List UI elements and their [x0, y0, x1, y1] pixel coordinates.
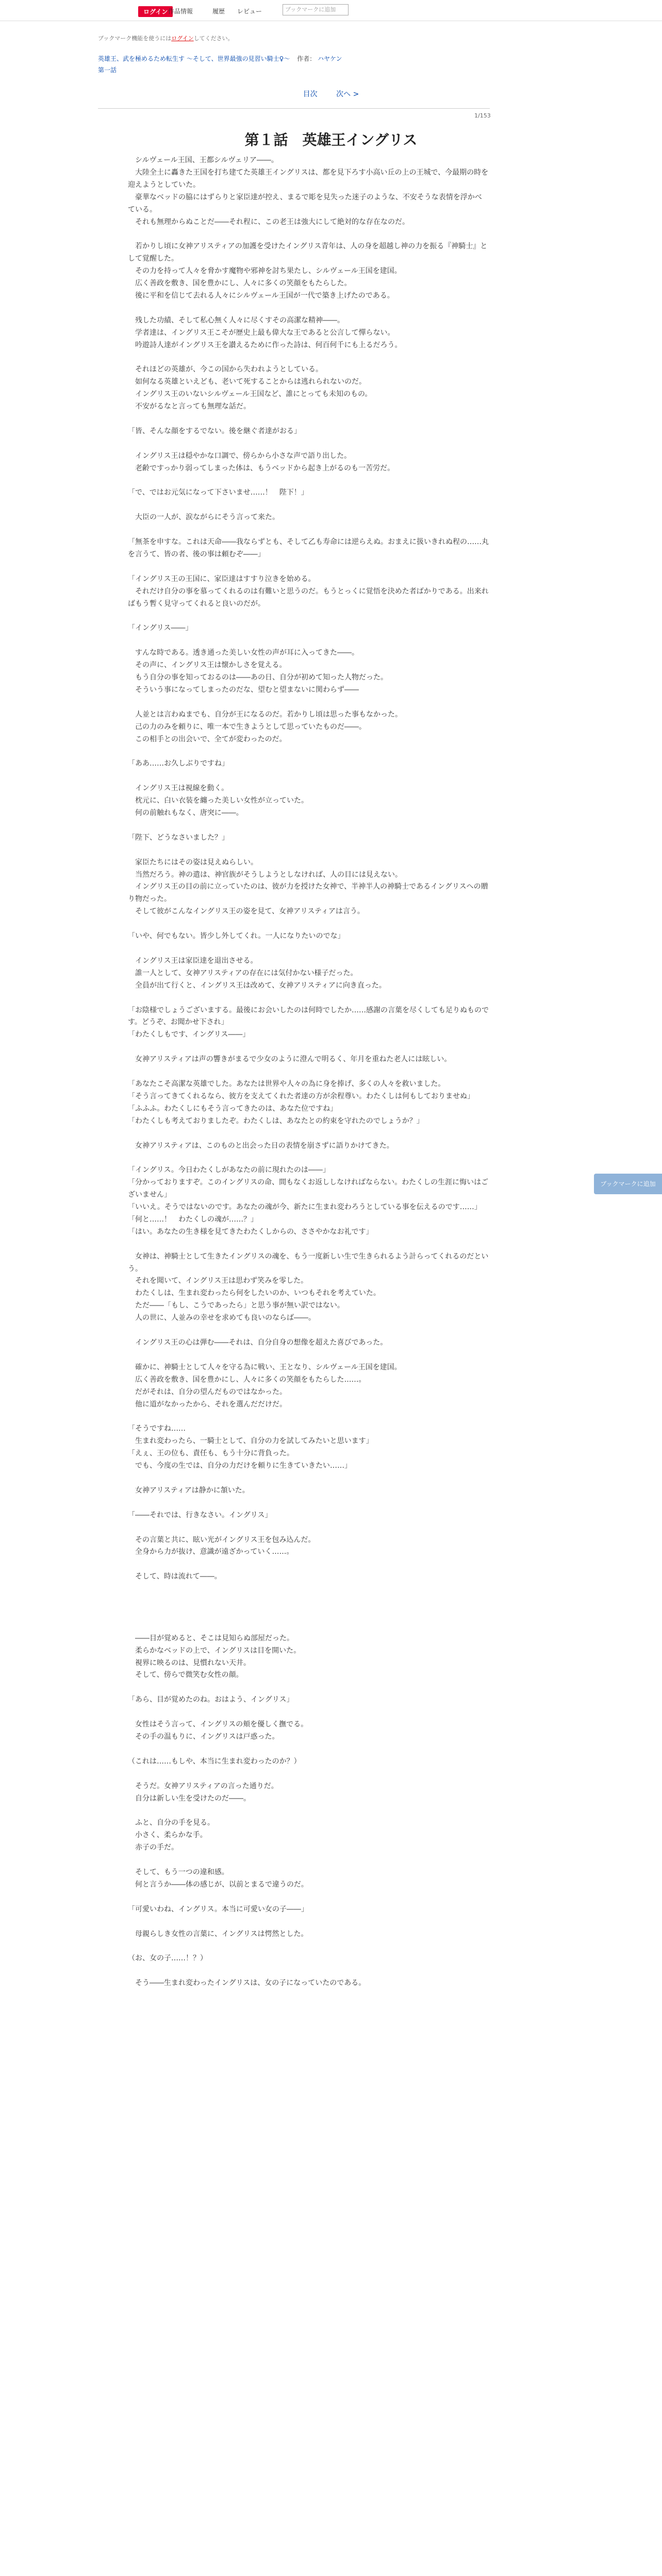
- nav-work-info[interactable]: 作品情報: [168, 8, 193, 15]
- episode-body: シルヴェール王国、王都シルヴェリア――。 大陸全土に轟きた王国を打ち建てた英雄王イングリスは、都を見下ろす小高い丘の上の王城で、今最期の時を迎えようとしていた。 豪華なベッドの脇にはずらりと家臣達が控え、まるで彫を見失った迷子のような、不安そうな表情を浮かべている。 それも無理からぬことだ――それ程に、この老王は強大にして絶対的な存在なのだ。 若かりし頃に女神アリスティアの加護を受けたイングリス青年は、人の身を超越し神の力を振る『神騎士』として覚醒した。 その力を持って人々を脅かす魔物や邪神を討ち果たし、シルヴェール王国を建国。 広く善政を敷き、国を豊かにし、人々に多くの笑顔をもたらした。 後に平和を信じて去れる人々にシルヴェール王国が一代で築き上げたのである。 残した功績、そして私心無く人々に尽くすその高潔な精神――。 学者達は、イングリス王こそが歴史上最も偉大な王であると公言して憚らない。 吟遊詩人達がイングリス王を讃えるために作った詩は、何百何千にも上るだろう。 それほどの英雄が、今この国から失われようとしている。 如何なる英雄といえども、老いて死することからは逃れられないのだ。 イングリス王のいないシルヴェール王国など、誰にとっても未知のもの。 不安がるなと言っても無理な話だ。 「皆、そんな顔をするでない。後を継ぐ者達がおる」 イングリス王は穏やかな口調で、傍らから小さな声で語り出した。 老齢ですっかり弱ってしまった体は、もうベッドから起き上がるのも一苦労だ。 「で、ではお元気になって下さいませ……！ 陛下！」 大臣の一人が、涙ながらにそう言って来た。 「無茶を申すな。これは天命――我ならずとも、そして乙も寿命には逆らえぬ。おまえに扱いきれぬ程の……丸を言うて、皆の者、後の事は頼むぞ――」 「イングリス王の王国に、家臣達はすすり泣きを始める。 それだけ自分の事を慕ってくれるのは有難いと思うのだ。もうとっくに覚悟を決めた者ばかりである。出来ればもう暫く見守ってくれると良いのだが。 「イングリス――」 すんな時である。透き通った美しい女性の声が耳に入ってきた――。 その声に、イングリス王は懐かしさを覚える。 もう自分の事を知っておるのは――あの日、自分が初めて知った人物だった。 そういう事になってしまったのだな、望むと望まないに関わらず―― 人並とは言わぬまでも、自分が王になるのだ。若かりし頃は思った事もなかった。 己の力のみを頼りに、唯一本で生きようとして思っていたものだ――。 この相手との出会いで、全てが変わったのだ。 「ああ……お久しぶりですね」 イングリス王は視線を動く。 枕元に、白い衣装を纏った美しい女性が立っていた。 何の前触れもなく、唐突に――。 「陛下、どうなさいました？」 家臣たちにはその姿は見えぬらしい。 当然だろう。神の遣は、神官族がそうしようとしなければ、人の目には見えない。 イングリス王の目の前に立っていたのは、彼が力を授けた女神で、半神半人の神騎士であるイングリスへの贈り物だった。 そして彼がこんなイングリス王の姿を見て、女神アリスティアは言う。 「いや、何でもない。皆少し外してくれ。一人になりたいのでな」 イングリス王は家臣達を退出させる。 誰一人として、女神アリスティアの存在には気付かない様子だった。 全員が出て行くと、イングリス王は改めて、女神アリスティアに向き直った。 「お陰様でしょうございまする。最後にお会いしたのは何時でしたか……感謝の言葉を尽くしても足りぬものです。どうぞ、お聞かせ下され」 「わたくしもです、イングリス――」 女神アリスティアは声の響きがまるで少女のように澄んで明るく、年月を重ねた老人には眩しい。 「あなたこそ高潔な英雄でした。あなたは世界や人々の為に身を捧げ、多くの人々を救いました。 「そう言ってきてくれるなら、彼方を支えてくれた者達の方が余程尊い。わたくしは何もしておりませぬ」 「ふふふ。わたくしにもそう言ってきたのは、あなた位ですね」 「わたくしも考えておりましたぞ。わたくしは、あなたとの約束を守れたのでしょうか？」 女神アリスティアは、このものと出会った日の表情を崩さずに語りかけてきた。 「イングリス。今日わたくしがあなたの前に現れたのは――」 「分かっておりますぞ。このイングリスの命、間もなくお返ししなければならない。わたくしの生涯に悔いはございません」 「いいえ。そうではないのです。あなたの魂が今、新たに生まれ変わろうとしている事を伝えるのです……」 「何と……！ わたくしの魂が……？」 「はい。あなたの生き様を見てきたわたくしからの、ささやかなお礼です」 女神は、神騎士として生きたイングリスの魂を、もう一度新しい生で生きられるよう計らってくれるのだという。 それを聞いて、イングリス王は思わず笑みを零した。 わたくしは、生まれ変わったら何をしたいのか、いつもそれを考えていた。 ただ――「もし、こうであったら」と思う事が無い訳ではない。 人の世に、人並みの幸せを求めても良いのならば――。 イングリス王の心は弾む――それは、自分自身の想像を超えた喜びであった。 確かに、神騎士として人々を守る為に戦い、王となり、シルヴェール王国を建国。 広く善政を敷き、国を豊かにし、人々に多くの笑顔をもたらした……。 だがそれは、自分の望んだものではなかった。 他に道がなかったから、それを選んだだけだ。 「そうですね…… 生まれ変わったら、一騎士として、自分の力を試してみたいと思います」 「えぇ、王の位も、責任も、もう十分に背負った。 でも、今度の生では、自分の力だけを頼りに生きていきたい……」 女神アリスティアは静かに頷いた。 「――それでは、行きなさい。イングリス」 その言葉と共に、眩い光がイングリス王を包み込んだ。 全身から力が抜け、意識が遠ざかっていく……。 そして、時は流れて――。 ――目が覚めると、そこは見知らぬ部屋だった。 柔らかなベッドの上で、イングリスは目を開いた。 視界に映るのは、見慣れない天井。 そして、傍らで微笑む女性の顔。 「あら、目が覚めたのね。おはよう、イングリス」 女性はそう言って、イングリスの頬を優しく撫でる。 その手の温もりに、イングリスは戸惑った。 （これは……もしや、本当に生まれ変わったのか？） そうだ。女神アリスティアの言った通りだ。 自分は新しい生を受けたのだ――。 ふと、自分の手を見る。 小さく、柔らかな手。 赤子の手だ。 そして、もう一つの違和感。 何と言うか――体の感じが、以前とまるで違うのだ。 「可愛いわね、イングリス。本当に可愛い女の子――」 母親らしき女性の言葉に、イングリスは愕然とした。 （お、女の子……！？） そう――生まれ変わったイングリスは、女の子になっていたのである。: [128, 156, 489, 1988]
- pager-top: [0, 89, 662, 99]
- toc-link[interactable]: 目次: [303, 90, 318, 98]
- author-link[interactable]: ハヤケン: [318, 55, 342, 62]
- nav-review[interactable]: レビュー: [237, 8, 262, 15]
- divider: [98, 108, 490, 109]
- bookmark-add-field[interactable]: ブックマークに追加: [283, 4, 349, 15]
- author-label: 作者：: [297, 55, 316, 62]
- floating-bookmark-button[interactable]: ブックマークに追加: [594, 1174, 662, 1194]
- episode-label: 第一話: [98, 66, 117, 74]
- next-link[interactable]: 次へ >: [336, 90, 359, 98]
- notice-login-link[interactable]: ログイン: [171, 35, 194, 42]
- login-button[interactable]: ログイン: [138, 6, 173, 17]
- login-notice: [98, 34, 234, 42]
- notice-suffix: してください。: [193, 35, 234, 42]
- series-breadcrumb: [98, 54, 342, 63]
- notice-prefix: ブックマーク機能を使うには: [98, 35, 172, 42]
- episode-number: 1/153: [474, 112, 491, 119]
- nav-history[interactable]: 履歴: [212, 8, 225, 15]
- series-title-link[interactable]: 英雄王、武を極めるため転生す ～そして、世界最強の見習い騎士♀～: [98, 55, 290, 62]
- top-bar: [0, 0, 662, 21]
- episode-title: 第１話 英雄王イングリス: [244, 131, 418, 148]
